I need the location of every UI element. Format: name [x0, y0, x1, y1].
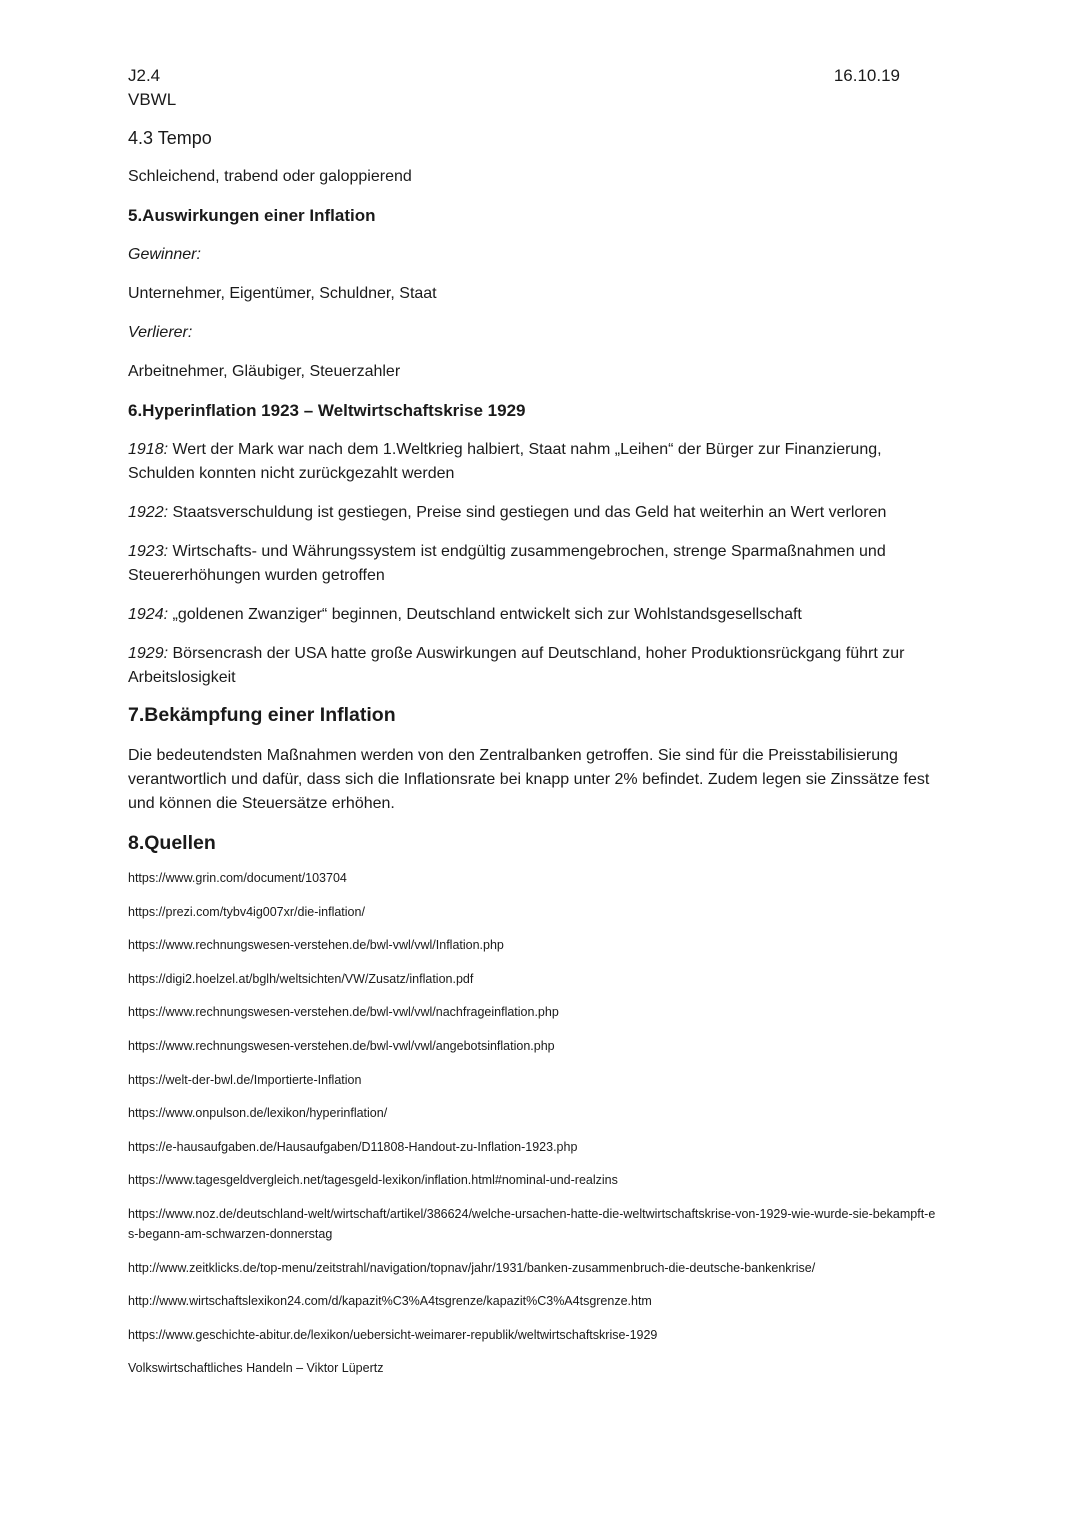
source-link[interactable]: https://www.noz.de/deutschland-welt/wirtschaft/artikel/386624/welche-ursachen-hatte-die-weltwirtschaftskrise-von-1929-wie-wurde-sie-bekampft-es-begann-am-schwarzen-donnerstag	[128, 1206, 936, 1241]
timeline-text: Börsencrash der USA hatte große Auswirkungen auf Deutschland, hoher Produktionsrückgang führt zur Arbeitslosigkeit	[128, 645, 905, 686]
winners-label: Gewinner:	[128, 246, 201, 263]
section-6-heading: 6.Hyperinflation 1923 – Weltwirtschaftskrise 1929	[128, 401, 526, 420]
subject-label: VBWL	[128, 90, 177, 109]
source-link[interactable]: https://www.rechnungswesen-verstehen.de/bwl-vwl/vwl/angebotsinflation.php	[128, 1038, 555, 1053]
timeline-year: 1923:	[128, 543, 169, 560]
source-link[interactable]: https://www.rechnungswesen-verstehen.de/bwl-vwl/vwl/Inflation.php	[128, 938, 504, 953]
section-4-3-text: Schleichend, trabend oder galoppierend	[128, 168, 412, 185]
timeline-text: Staatsverschuldung ist gestiegen, Preise sind gestiegen und das Geld hat weiterhin an Wert verloren	[168, 504, 887, 521]
timeline-year: 1918:	[128, 441, 169, 458]
section-8-heading: 8.Quellen	[128, 832, 216, 854]
source-link[interactable]: https://www.tagesgeldvergleich.net/tagesgeld-lexikon/inflation.html#nominal-und-realzins	[128, 1173, 618, 1188]
source-link[interactable]: http://www.wirtschaftslexikon24.com/d/kapazit%C3%A4tsgrenze/kapazit%C3%A4tsgrenze.htm	[128, 1294, 652, 1309]
source-link[interactable]: https://www.geschichte-abitur.de/lexikon/uebersicht-weimarer-republik/weltwirtschaftskrise-1929	[128, 1327, 658, 1342]
winners-text: Unternehmer, Eigentümer, Schuldner, Staat	[128, 285, 437, 302]
timeline-entry	[128, 438, 940, 486]
losers-label: Verlierer:	[128, 324, 193, 341]
timeline-entry	[128, 501, 940, 525]
timeline-year: 1929:	[128, 645, 169, 662]
section-5-heading: 5.Auswirkungen einer Inflation	[128, 206, 376, 225]
timeline-text: „goldenen Zwanziger“ beginnen, Deutschland entwickelt sich zur Wohlstandsgesellschaft	[168, 606, 802, 623]
source-book: Volkswirtschaftliches Handeln – Viktor Lüpertz	[128, 1361, 384, 1376]
source-link[interactable]: https://digi2.hoelzel.at/bglh/weltsichten/VW/Zusatz/inflation.pdf	[128, 971, 474, 986]
document-date: 16.10.19	[833, 66, 900, 85]
source-link[interactable]: https://e-hausaufgaben.de/Hausaufgaben/D11808-Handout-zu-Inflation-1923.php	[128, 1139, 578, 1154]
source-link[interactable]: https://welt-der-bwl.de/Importierte-Inflation	[128, 1072, 362, 1087]
source-link[interactable]: http://www.zeitklicks.de/top-menu/zeitstrahl/navigation/topnav/jahr/1931/banken-zusammenbruch-die-deutsche-bankenkrise/	[128, 1260, 816, 1275]
source-link[interactable]: https://www.onpulson.de/lexikon/hyperinflation/	[128, 1106, 388, 1121]
section-7-text: Die bedeutendsten Maßnahmen werden von den Zentralbanken getroffen. Sie sind für die Preisstabilisierung verantwortlich und dafür, dass sich die Inflationsrate bei knapp unter 2% befindet. Zudem legen sie Zinssätze fest und können die Steuersätze erhöhen.	[128, 747, 930, 812]
losers-text: Arbeitnehmer, Gläubiger, Steuerzahler	[128, 363, 401, 380]
timeline-entry	[128, 603, 940, 627]
document-page	[128, 64, 940, 1378]
source-link[interactable]: https://prezi.com/tybv4ig007xr/die-inflation/	[128, 904, 365, 919]
section-4-3-heading: 4.3 Tempo	[128, 128, 212, 148]
class-code: J2.4	[128, 66, 161, 85]
timeline-entry	[128, 642, 940, 690]
source-link[interactable]: https://www.grin.com/document/103704	[128, 871, 347, 885]
timeline-year: 1922:	[128, 504, 169, 521]
source-link[interactable]: https://www.rechnungswesen-verstehen.de/bwl-vwl/vwl/nachfrageinflation.php	[128, 1005, 559, 1020]
timeline-year: 1924:	[128, 606, 169, 623]
timeline-entry	[128, 540, 940, 588]
document-header	[128, 64, 940, 88]
timeline-text: Wert der Mark war nach dem 1.Weltkrieg halbiert, Staat nahm „Leihen“ der Bürger zur Finanzierung, Schulden konnten nicht zurückgezahlt werden	[128, 441, 882, 482]
timeline-text: Wirtschafts- und Währungssystem ist endgültig zusammengebrochen, strenge Sparmaßnahmen und Steuererhöhungen wurden getroffen	[128, 543, 886, 584]
sources-list	[128, 868, 940, 1378]
section-7-heading: 7.Bekämpfung einer Inflation	[128, 704, 396, 726]
